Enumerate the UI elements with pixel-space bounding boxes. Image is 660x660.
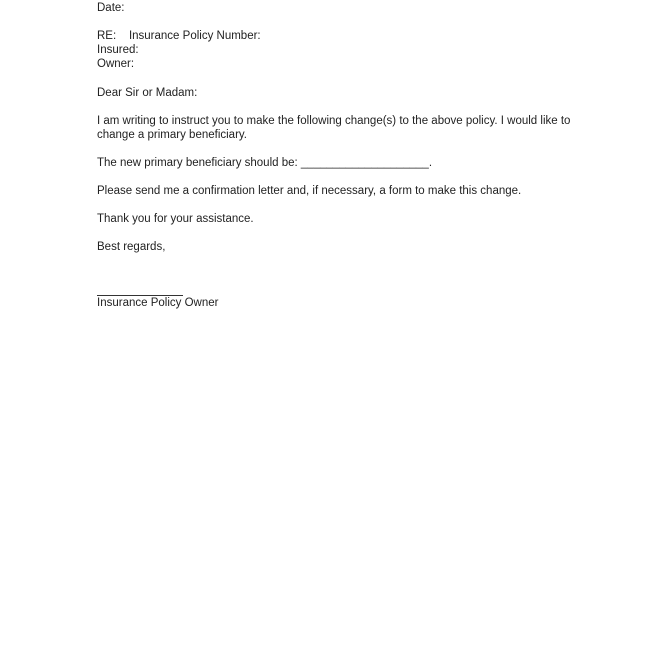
date-label: Date: bbox=[97, 2, 125, 14]
body-paragraph-confirmation-request: Please send me a confirmation letter and, if necessary, a form to make this change. bbox=[97, 185, 522, 197]
signature-line bbox=[97, 295, 183, 296]
signature-title: Insurance Policy Owner bbox=[97, 297, 219, 309]
body-paragraph-instruction: I am writing to instruct you to make the following change(s) to the above policy. I would like to change a primary beneficiary. bbox=[97, 115, 571, 141]
re-policy-number-line: RE: Insurance Policy Number: bbox=[97, 30, 261, 42]
salutation: Dear Sir or Madam: bbox=[97, 87, 198, 99]
body-paragraph-new-beneficiary: The new primary beneficiary should be: ____________________. bbox=[97, 157, 433, 169]
owner-label: Owner: bbox=[97, 58, 135, 70]
insured-label: Insured: bbox=[97, 44, 139, 56]
body-paragraph-thanks: Thank you for your assistance. bbox=[97, 213, 254, 225]
closing: Best regards, bbox=[97, 241, 166, 253]
